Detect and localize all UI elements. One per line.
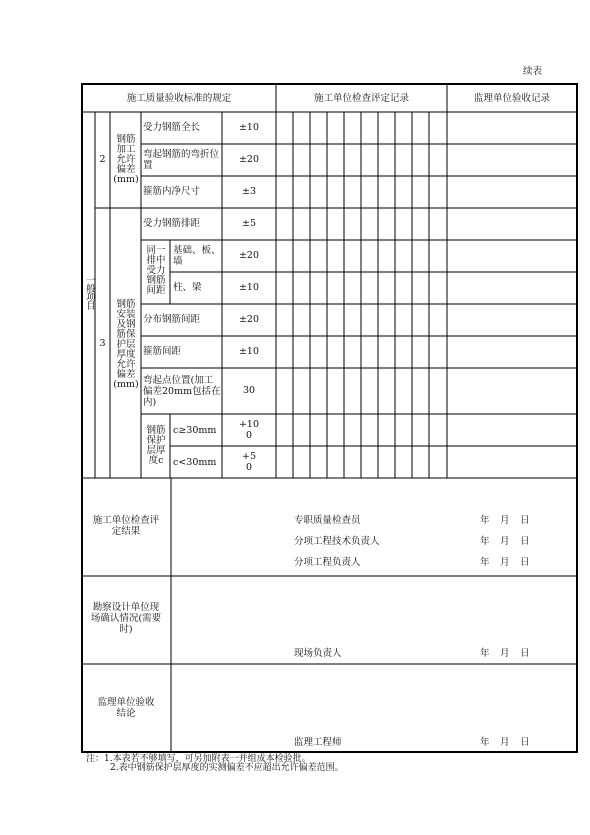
signer-project-lead: 分项工程负责人 [294,557,361,568]
row-cover-lt30-lower: 0 [245,462,253,473]
row-stirrup-spacing-tolerance: ±10 [238,346,260,357]
row-same-row-group: 同一排中受力钢筋间距 [146,245,166,296]
date-month-1: 月 [500,515,510,526]
date-year-5: 年 [480,737,490,748]
date-year-2: 年 [480,536,490,547]
group3-number: 3 [99,338,106,349]
row-distribution-tolerance: ±20 [238,314,260,325]
row-bend-position-tolerance: ±20 [238,154,260,165]
header-construction-check: 施工单位检查评定记录 [313,93,409,104]
date-year-4: 年 [480,648,490,659]
row-bend-position-label: 弯起钢筋的弯折位置 [143,149,220,171]
date-day-5: 日 [520,737,530,748]
date-day-2: 日 [520,536,530,547]
survey-design-title: 勘察设计单位现场确认情况(需要时) [90,602,162,635]
date-month-3: 月 [500,557,510,568]
date-month-2: 月 [500,536,510,547]
group2-title: 钢筋加工允许偏差(mm) [113,134,139,185]
group2-number: 2 [99,154,106,165]
row-bend-point-tolerance: 30 [242,385,256,396]
date-year-3: 年 [480,557,490,568]
row-column-beam-tolerance: ±10 [238,282,260,293]
date-day-4: 日 [520,648,530,659]
row-foundation-tolerance: ±20 [238,250,260,261]
row-bend-point-label: 弯起点位置(加工偏差20mm包括在内) [143,375,221,408]
section-general-items: 一般项目 [84,275,95,309]
continued-label: 续表 [523,66,543,77]
note-2: 2.表中钢筋保护层厚度的实测偏差不应超出允许偏差范围。 [110,763,344,773]
row-cover-ge30-upper: +10 [238,419,260,430]
supervision-result-title: 监理单位验收结论 [97,697,155,719]
signer-quality-inspector: 专职质量检查员 [294,515,361,526]
date-year-1: 年 [480,515,490,526]
row-main-spacing-tolerance: ±5 [241,218,256,229]
date-month-5: 月 [500,737,510,748]
row-cover-ge30-lower: 0 [245,430,253,441]
group3-title: 钢筋安装及钢筋保护层厚度允许偏差(mm) [113,299,139,390]
row-column-beam-label: 柱、梁 [173,282,202,293]
signer-supervising-engineer: 监理工程师 [294,737,342,748]
row-foundation-label: 基础、板、墙 [173,245,221,267]
date-day-1: 日 [520,515,530,526]
row-distribution-label: 分布钢筋间距 [143,314,201,325]
row-cover-lt30-label: c<30mm [173,457,217,468]
row-main-spacing-label: 受力钢筋排距 [143,218,201,229]
row-rebar-length-tolerance: ±10 [238,122,260,133]
header-supervision-check: 监理单位验收记录 [473,93,550,104]
row-cover-group: 钢筋保护层厚度c [146,425,166,466]
note-1: 注：1.本表若不够填写，可另加附表一并组成本检验批。 [86,754,311,764]
row-rebar-length-label: 受力钢筋全长 [143,122,201,133]
date-day-3: 日 [520,557,530,568]
signer-site-lead: 现场负责人 [294,648,342,659]
header-standard: 施工质量验收标准的规定 [126,93,232,104]
date-month-4: 月 [500,648,510,659]
signer-tech-lead: 分项工程技术负责人 [294,536,380,547]
row-cover-lt30-upper: +5 [241,451,256,462]
row-cover-ge30-label: c≥30mm [173,425,217,436]
construction-result-title: 施工单位检查评定结果 [92,515,160,537]
row-stirrup-size-label: 箍筋内净尺寸 [143,186,201,197]
row-stirrup-spacing-label: 箍筋间距 [143,346,182,357]
row-stirrup-size-tolerance: ±3 [241,186,256,197]
